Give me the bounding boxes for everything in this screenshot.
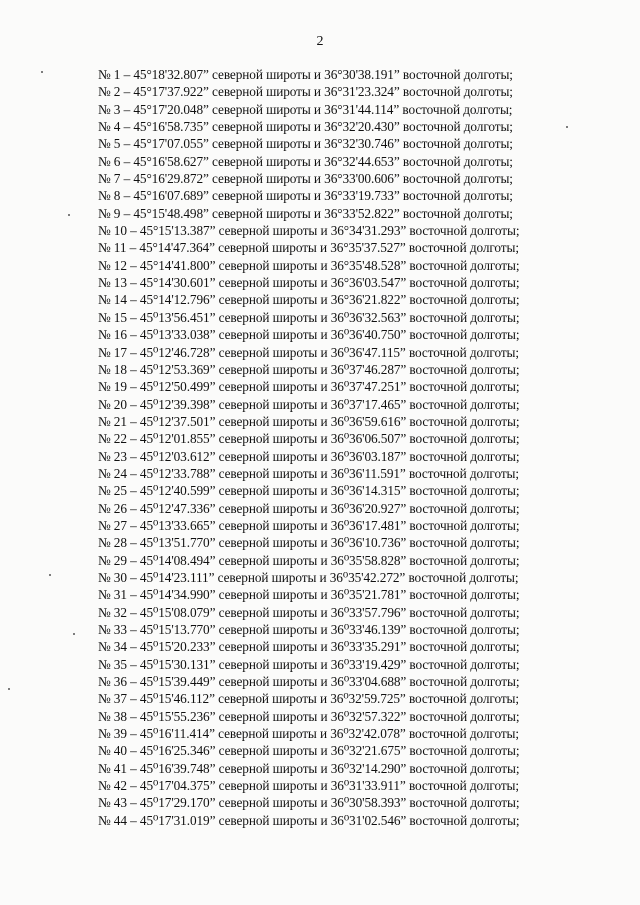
coordinate-point: № 26 – 45⁰12'47.336” северной широты и 36⁰36'20.927” восточной долготы; [98,500,520,516]
coordinate-point: № 1 – 45°18'32.807” северной широты и 36°30'38.191” восточной долготы; [98,67,513,82]
coordinate-point: № 30 – 45⁰14'23.111” северной широты и 36⁰35'42.272” восточной долготы; [98,569,519,585]
coordinate-point: № 4 – 45°16'58.735” северной широты и 36°32'20.430” восточной долготы; [98,119,513,135]
coordinate-point: № 27 – 45⁰13'33.665” северной широты и 36⁰36'17.481” восточной долготы; [98,517,520,533]
coordinate-point: № 34 – 45⁰15'20.233” северной широты и 36⁰33'35.291” восточной долготы; [98,639,520,655]
coordinate-point: № 16 – 45⁰13'33.038” северной широты и 36⁰36'40.750” восточной долготы; [98,327,520,343]
scan-speck [73,633,75,635]
scan-speck [566,126,568,128]
coordinate-point: № 2 – 45°17'37.922” северной широты и 36°31'23.324” восточной долготы; [98,84,513,100]
coordinate-point: № 19 – 45⁰12'50.499” северной широты и 36⁰37'47.251” восточной долготы; [98,379,520,395]
coordinate-point: № 38 – 45⁰15'55.236” северной широты и 36⁰32'57.322” восточной долготы; [98,708,520,724]
coordinate-point: № 40 – 45⁰16'25.346” северной широты и 36⁰32'21.675” восточной долготы; [98,743,520,759]
scan-speck [8,688,10,690]
coordinate-point: № 25 – 45⁰12'40.599” северной широты и 36⁰36'14.315” восточной долготы; [98,483,520,499]
coordinate-point: № 37 – 45⁰15'46.112” северной широты и 36⁰32'59.725” восточной долготы; [98,691,519,707]
coordinate-point: № 39 – 45⁰16'11.414” северной широты и 36⁰32'42.078” восточной долготы; [98,726,519,742]
coordinate-point: № 21 – 45⁰12'37.501” северной широты и 36⁰36'59.616” восточной долготы; [98,413,520,429]
coordinate-point: № 35 – 45⁰15'30.131” северной широты и 36⁰33'19.429” восточной долготы; [98,656,520,672]
coordinate-point: № 44 – 45⁰17'31.019” северной широты и 36⁰31'02.546” восточной долготы; [98,812,520,828]
coordinate-point: № 20 – 45⁰12'39.398” северной широты и 36⁰37'17.465” восточной долготы; [98,396,520,412]
coordinate-point: № 33 – 45⁰15'13.770” северной широты и 36⁰33'46.139” восточной долготы; [98,622,520,637]
coordinate-point: № 18 – 45⁰12'53.369” северной широты и 36⁰37'46.287” восточной долготы; [98,361,520,377]
page-number: 2 [316,34,324,49]
coordinate-list [98,66,628,829]
coordinate-point: № 6 – 45°16'58.627” северной широты и 36°32'44.653” восточной долготы; [98,153,513,169]
coordinate-point: № 23 – 45⁰12'03.612” северной широты и 36⁰36'03.187” восточной долготы; [98,448,520,464]
coordinate-point: № 15 – 45⁰13'56.451” северной широты и 36⁰36'32.563” восточной долготы; [98,309,520,325]
coordinate-point: № 31 – 45⁰14'34.990” северной широты и 36⁰35'21.781” восточной долготы; [98,587,520,603]
coordinate-point: № 28 – 45⁰13'51.770” северной широты и 36⁰36'10.736” восточной долготы; [98,535,520,551]
coordinate-point: № 17 – 45⁰12'46.728” северной широты и 36⁰36'47.115” восточной долготы; [98,344,519,360]
scan-speck [68,214,70,216]
coordinate-point: № 43 – 45⁰17'29.170” северной широты и 36⁰30'58.393” восточной долготы; [98,795,520,811]
coordinate-point: № 29 – 45⁰14'08.494” северной широты и 36⁰35'58.828” восточной долготы; [98,552,520,568]
coordinate-point: № 9 – 45°15'48.498” северной широты и 36°33'52.822” восточной долготы; [98,205,513,221]
coordinate-point: № 42 – 45⁰17'04.375” северной широты и 36⁰31'33.911” восточной долготы; [98,778,519,794]
coordinate-point: № 13 – 45°14'30.601” северной широты и 36°36'03.547” восточной долготы; [98,275,520,291]
coordinate-point: № 11 – 45°14'47.364” северной широты и 36°35'37.527” восточной долготы; [98,240,519,256]
coordinate-point: № 5 – 45°17'07.055” северной широты и 36°32'30.746” восточной долготы; [98,136,513,152]
coordinate-point: № 7 – 45°16'29.872” северной широты и 36°33'00.606” восточной долготы; [98,171,513,187]
coordinate-point: № 3 – 45°17'20.048” северной широты и 36°31'44.114” восточной долготы; [98,101,513,117]
coordinate-point: № 32 – 45⁰15'08.079” северной широты и 36⁰33'57.796” восточной долготы; [98,604,520,620]
coordinate-point: № 36 – 45⁰15'39.449” северной широты и 36⁰33'04.688” восточной долготы; [98,674,520,690]
coordinate-point: № 12 – 45°14'41.800” северной широты и 36°35'48.528” восточной долготы; [98,257,520,273]
coordinate-point: № 14 – 45°14'12.796” северной широты и 36°36'21.822” восточной долготы; [98,292,520,308]
coordinate-point: № 10 – 45°15'13.387” северной широты и 36°34'31.293” восточной долготы; [98,223,520,239]
coordinate-point: № 41 – 45⁰16'39.748” северной широты и 36⁰32'14.290” восточной долготы; [98,760,520,776]
coordinate-point: № 24 – 45⁰12'33.788” северной широты и 36⁰36'11.591” восточной долготы; [98,465,519,481]
coordinate-point: № 22 – 45⁰12'01.855” северной широты и 36⁰36'06.507” восточной долготы; [98,431,520,447]
coordinate-point: № 8 – 45°16'07.689” северной широты и 36°33'19.733” восточной долготы; [98,188,513,204]
scan-speck [41,71,43,73]
scan-speck [49,574,51,576]
